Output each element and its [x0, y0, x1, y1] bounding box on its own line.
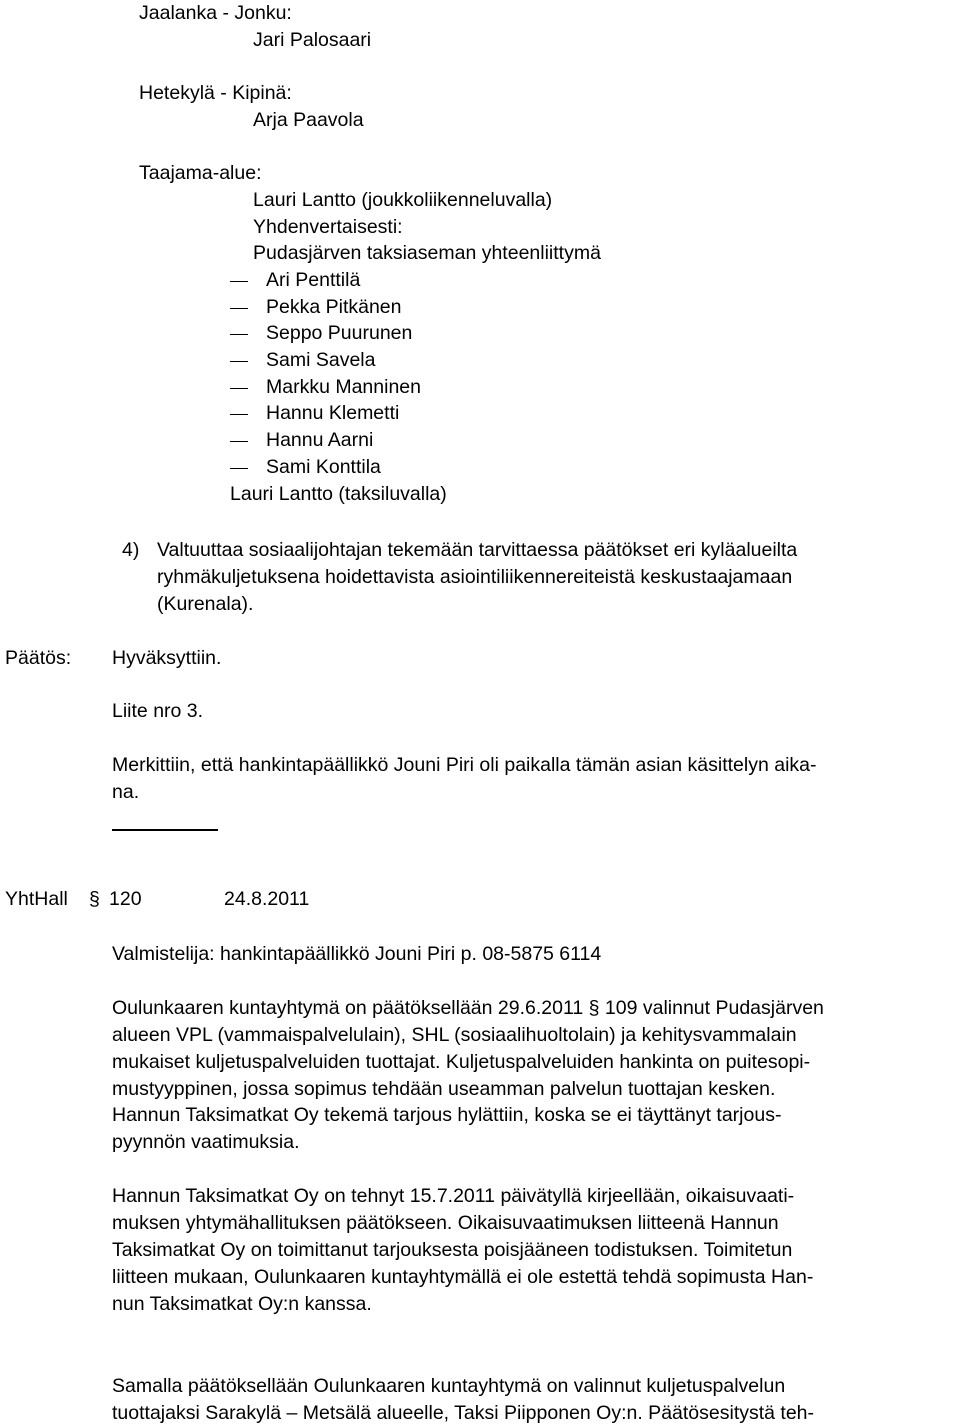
dash-bullet — [230, 334, 248, 335]
area-name-hetekyla: Arja Paavola — [253, 109, 364, 131]
paragraph-line: muksen yhtymähallituksen päätökseen. Oikaisuvaatimuksen liitteenä Hannun — [112, 1212, 779, 1234]
decision-label: Päätös: — [5, 647, 72, 669]
item4-line: Valtuuttaa sosiaalijohtajan tekemään tarvittaessa päätökset eri kyläalueilta — [157, 539, 798, 561]
taajama-line1: Lauri Lantto (joukkoliikenneluvalla) — [253, 189, 553, 211]
paragraph-line: liitteen mukaan, Oulunkaaren kuntayhtymällä ei ole estettä tehdä sopimusta Han- — [112, 1266, 814, 1288]
taajama-last: Lauri Lantto (taksiluvalla) — [230, 483, 447, 505]
dash-bullet — [230, 308, 248, 309]
member-name: Sami Savela — [266, 349, 376, 371]
paragraph-line: mustyyppinen, jossa sopimus tehdään useamman palvelun tuottajan kesken. — [112, 1078, 776, 1100]
paragraph-line: Taksimatkat Oy on toimittanut tarjouksesta poisjääneen todistuksen. Toimitetun — [112, 1239, 793, 1261]
section-number: 120 — [109, 888, 142, 910]
member-name: Ari Penttilä — [266, 269, 361, 291]
item4-line: ryhmäkuljetuksena hoidettavista asiointiliikennereiteistä keskustaajamaan — [157, 566, 793, 588]
item4-number: 4) — [122, 539, 140, 561]
section-sign: § — [89, 888, 100, 910]
paragraph-line: Hannun Taksimatkat Oy tekemä tarjous hylättiin, koska se ei täyttänyt tarjous- — [112, 1104, 782, 1126]
preparer-line: Valmistelija: hankintapäällikkö Jouni Piri p. 08-5875 6114 — [112, 943, 602, 965]
member-name: Sami Konttila — [266, 456, 381, 478]
section-date: 24.8.2011 — [224, 888, 310, 910]
decision-note-line: Merkittiin, että hankintapäällikkö Jouni Piri oli paikalla tämän asian käsittelyn aika- — [112, 754, 817, 776]
paragraph-line: nun Taksimatkat Oy:n kanssa. — [112, 1293, 372, 1315]
attachment-text: Liite nro 3. — [112, 700, 204, 722]
paragraph-line: mukaiset kuljetuspalveluiden tuottajat. Kuljetuspalveluiden hankinta on puitesopi- — [112, 1051, 811, 1073]
dash-bullet — [230, 281, 248, 282]
dash-bullet — [230, 468, 248, 469]
dash-bullet — [230, 361, 248, 362]
member-name: Hannu Aarni — [266, 429, 374, 451]
dash-bullet — [230, 388, 248, 389]
taajama-line3: Pudasjärven taksiaseman yhteenliittymä — [253, 242, 601, 264]
area-title-jaalanka: Jaalanka - Jonku: — [139, 2, 292, 24]
paragraph-line: Samalla päätöksellään Oulunkaaren kuntayhtymä on valinnut kuljetuspalvelun — [112, 1375, 786, 1397]
member-name: Pekka Pitkänen — [266, 296, 402, 318]
item4-line: (Kurenala). — [157, 593, 254, 615]
area-title-hetekyla: Hetekylä - Kipinä: — [139, 82, 292, 104]
decision-note-line: na. — [112, 781, 140, 803]
member-name: Markku Manninen — [266, 376, 421, 398]
member-name: Seppo Puurunen — [266, 322, 413, 344]
taajama-title: Taajama-alue: — [139, 162, 262, 184]
paragraph-line: Hannun Taksimatkat Oy on tehnyt 15.7.2011 päivätyllä kirjeellään, oikaisuvaati- — [112, 1185, 795, 1207]
paragraph-line: pyynnön vaatimuksia. — [112, 1131, 300, 1153]
dash-bullet — [230, 414, 248, 415]
paragraph-line: tuottajaksi Sarakylä – Metsälä alueelle, Taksi Piipponen Oy:n. Päätösesitystä teh- — [112, 1402, 815, 1424]
taajama-line2: Yhdenvertaisesti: — [253, 216, 403, 238]
section-divider — [112, 829, 218, 831]
dash-bullet — [230, 441, 248, 442]
decision-text: Hyväksyttiin. — [112, 647, 222, 669]
area-name-jaalanka: Jari Palosaari — [253, 29, 372, 51]
section-body: YhtHall — [5, 888, 68, 910]
paragraph-line: alueen VPL (vammaispalvelulain), SHL (sosiaalihuoltolain) ja kehitysvammalain — [112, 1024, 797, 1046]
paragraph-line: Oulunkaaren kuntayhtymä on päätöksellään 29.6.2011 § 109 valinnut Pudasjärven — [112, 997, 824, 1019]
member-name: Hannu Klemetti — [266, 402, 400, 424]
